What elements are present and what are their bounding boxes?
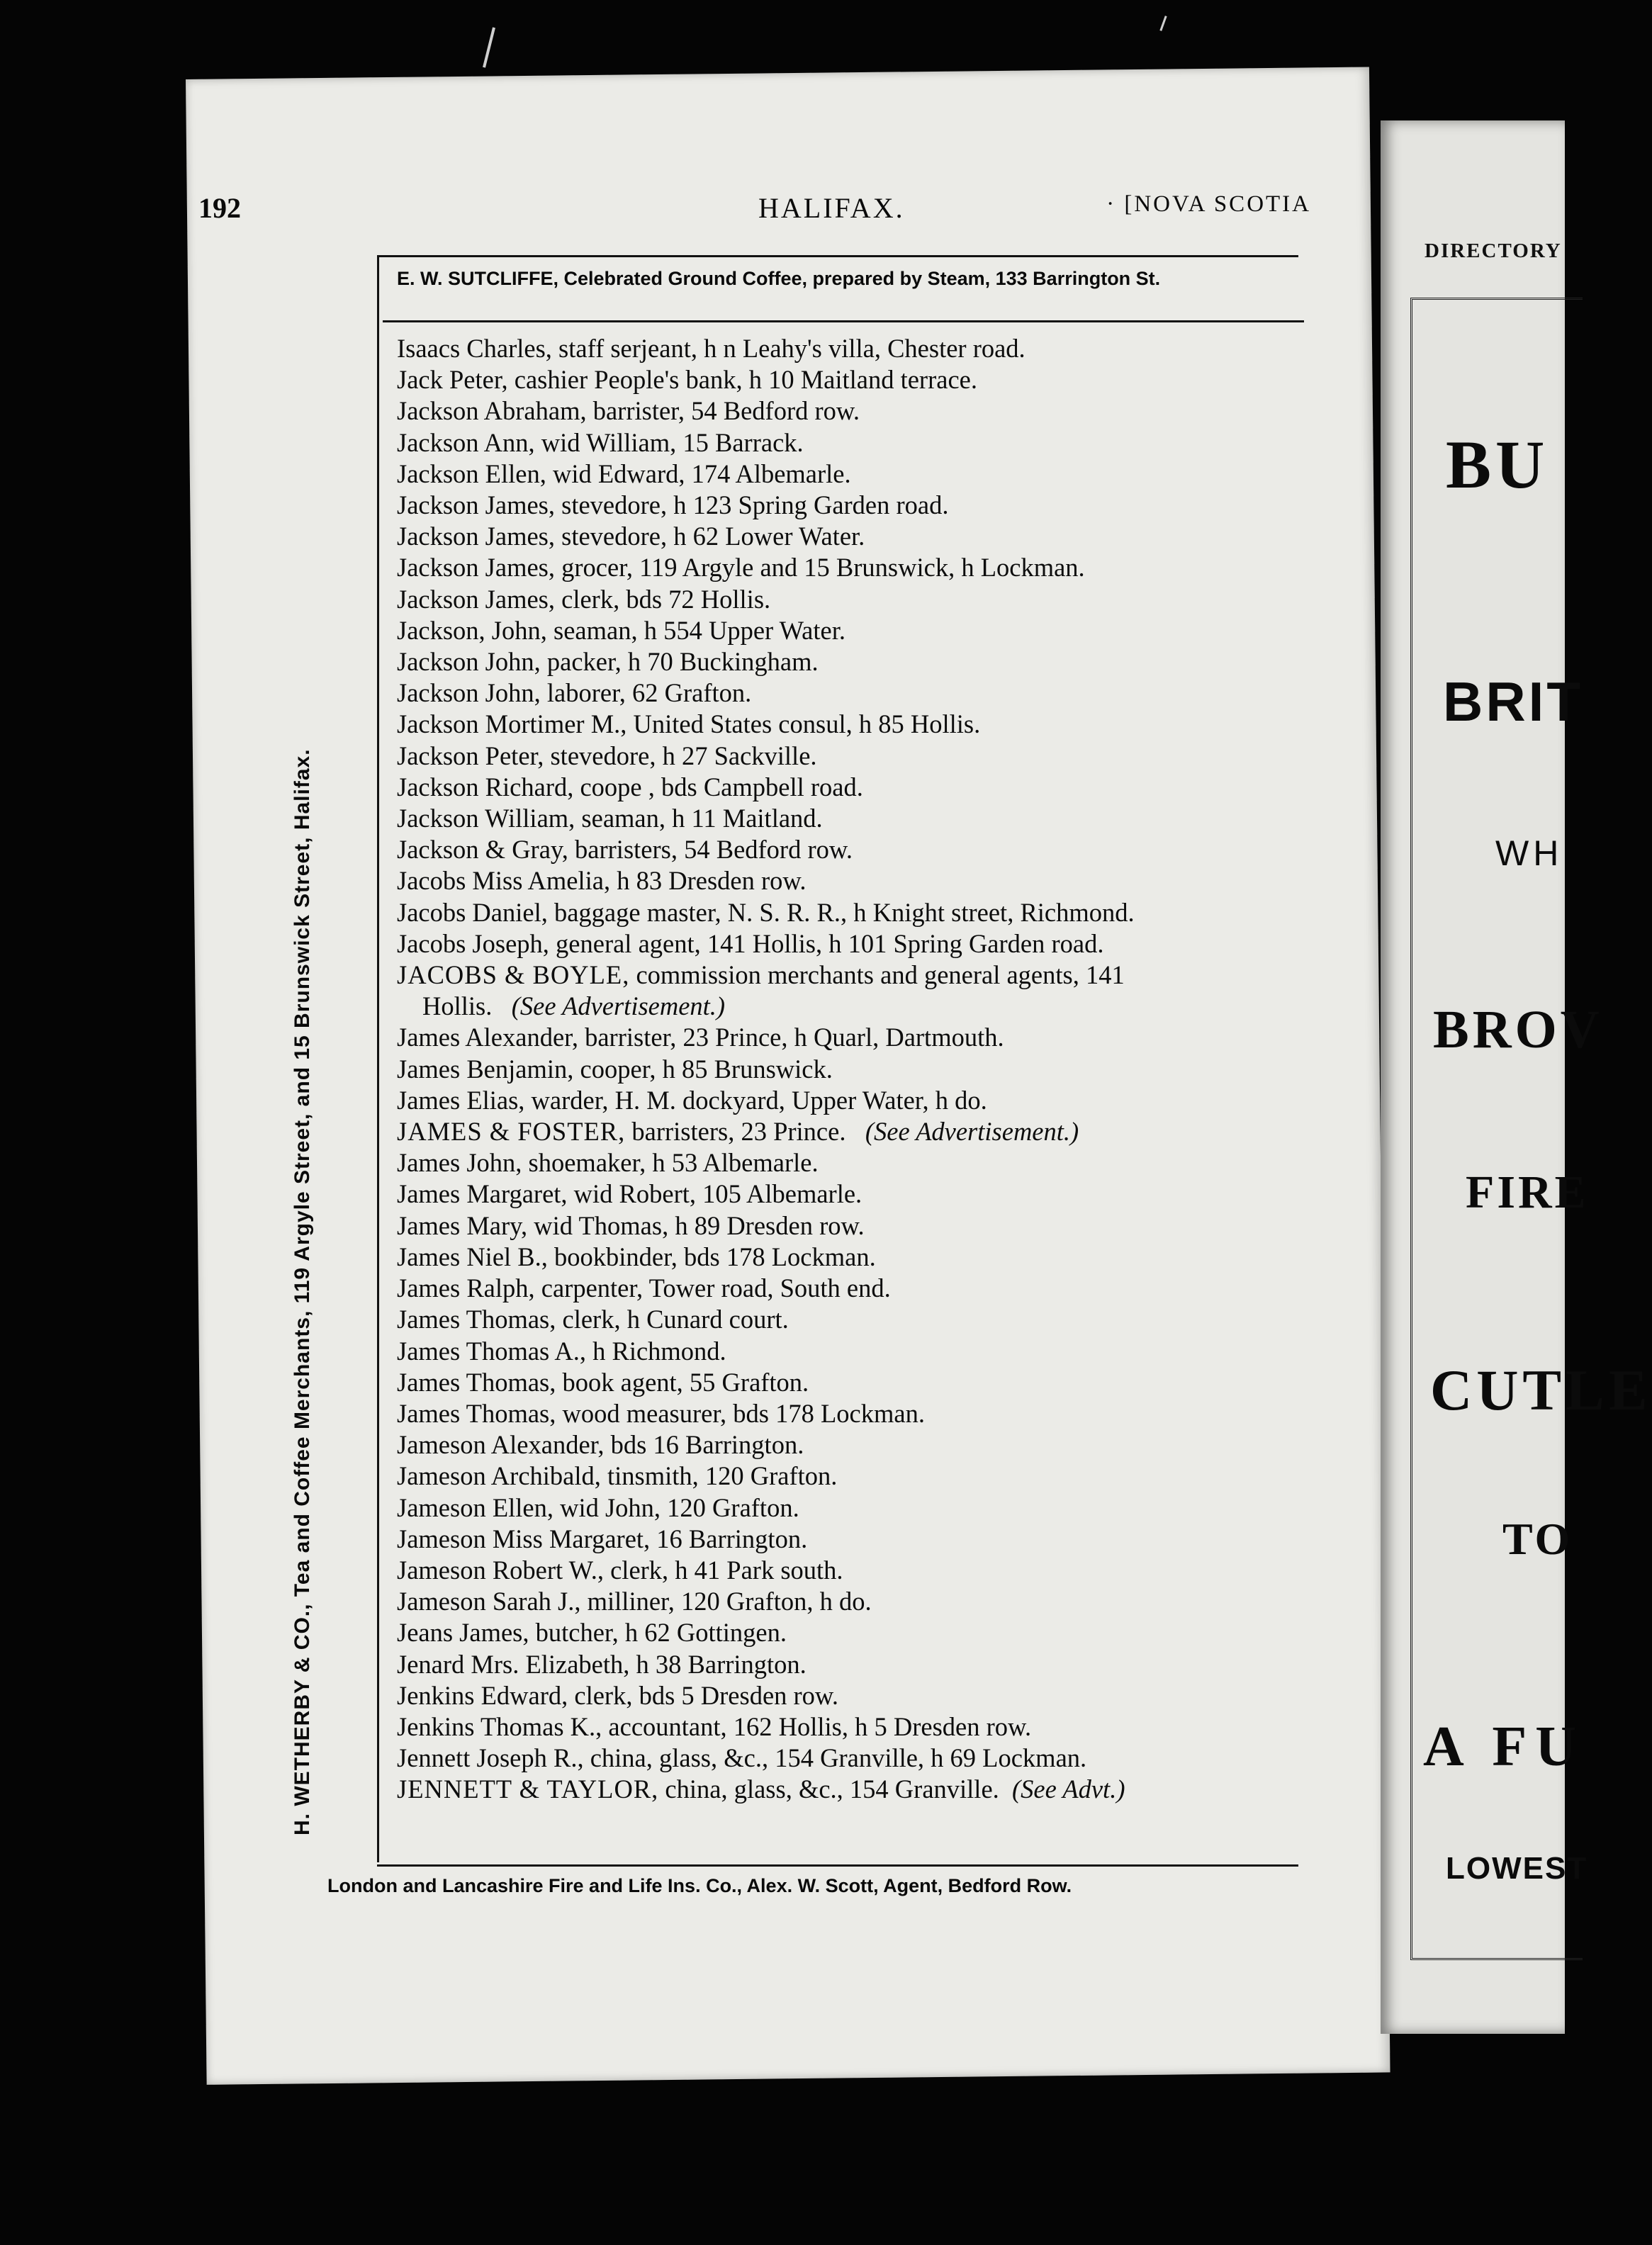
list-item: Jenard Mrs. Elizabeth, h 38 Barrington. [397, 1649, 807, 1679]
list-item: James Margaret, wid Robert, 105 Albemarle. [397, 1179, 862, 1209]
list-item: James John, shoemaker, h 53 Albemarle. [397, 1148, 819, 1178]
list-item: Jenkins Thomas K., accountant, 162 Hollis, h 5 Dresden row. [397, 1711, 1032, 1741]
list-item: Jackson Richard, coope , bds Campbell road. [397, 772, 863, 801]
list-item: Jameson Ellen, wid John, 120 Grafton. [397, 1492, 799, 1522]
firm-description: commission merchants and general agents, 141 [629, 960, 1125, 990]
firm-name: JAMES & FOSTER, [397, 1117, 626, 1147]
list-item: Isaacs Charles, staff serjeant, h n Leahy's villa, Chester road. [397, 334, 1026, 363]
frame-rule [377, 255, 379, 1862]
firm-entry-continuation [397, 991, 1332, 1022]
list-item: James Mary, wid Thomas, h 89 Dresden row. [397, 1210, 865, 1240]
list-item: Jacobs Daniel, baggage master, N. S. R. R., h Knight street, Richmond. [397, 897, 1135, 927]
list-item: James Thomas A., h Richmond. [397, 1336, 726, 1366]
list-item: Jameson Miss Margaret, 16 Barrington. [397, 1524, 808, 1553]
list-item: Jackson Abraham, barrister, 54 Bedford row. [397, 396, 860, 426]
list-item: Jeans James, butcher, h 62 Gottingen. [397, 1618, 787, 1648]
advertisement-reference: (See Advertisement.) [511, 991, 726, 1021]
facing-page-frame [1410, 298, 1583, 1960]
bottom-advert-banner: London and Lancashire Fire and Life Ins. Co., Alex. W. Scott, Agent, Bedford Row. [327, 1875, 1072, 1896]
list-item: James Elias, warder, H. M. dockyard, Upper Water, h do. [397, 1085, 987, 1115]
list-item: James Benjamin, cooper, h 85 Brunswick. [397, 1054, 833, 1084]
list-item: Jackson James, stevedore, h 123 Spring Garden road. [397, 490, 949, 520]
province-heading: · [NOVA SCOTIA [1106, 191, 1311, 217]
list-item: Jackson Ann, wid William, 15 Barrack. [397, 427, 804, 457]
firm-name: JACOBS & BOYLE, [397, 960, 630, 990]
list-item: James Niel B., bookbinder, bds 178 Lockman. [397, 1242, 876, 1271]
running-head [198, 191, 1311, 234]
list-item: Jacobs Joseph, general agent, 141 Hollis, h 101 Spring Garden road. [397, 928, 1104, 958]
list-item: Jackson John, laborer, 62 Grafton. [397, 678, 752, 708]
firm-description: barristers, 23 Prince. [625, 1117, 846, 1147]
list-item: Jackson William, seaman, h 11 Maitland. [397, 804, 823, 833]
list-item: James Thomas, wood measurer, bds 178 Lockman. [397, 1398, 925, 1428]
facing-advert-word: A FU [1423, 1716, 1585, 1778]
advertisement-reference: (See Advt.) [1012, 1774, 1125, 1804]
facing-advert-word: WH [1495, 833, 1563, 873]
facing-advert-word: BRIT [1443, 670, 1583, 733]
facing-advert-word: BROV [1433, 1000, 1603, 1059]
facing-advert-word: CUTLE [1430, 1358, 1652, 1422]
pen-mark [483, 27, 495, 67]
city-heading: HALIFAX. [758, 192, 905, 224]
facing-page-header: DIRECTORY [1425, 240, 1562, 262]
list-item: Jackson Mortimer M., United States consul, h 85 Hollis. [397, 709, 981, 739]
list-item: James Ralph, carpenter, Tower road, South end. [397, 1273, 891, 1303]
list-item: Jameson Robert W., clerk, h 41 Park south. [397, 1555, 843, 1585]
list-item: Jackson & Gray, barristers, 54 Bedford row. [397, 835, 853, 865]
divider [383, 320, 1304, 322]
pen-mark [1159, 16, 1167, 31]
list-item: Jameson Archibald, tinsmith, 120 Grafton. [397, 1461, 838, 1491]
list-item: Jackson James, grocer, 119 Argyle and 15 Brunswick, h Lockman. [397, 553, 1085, 583]
list-item: Jackson James, stevedore, h 62 Lower Water. [397, 522, 865, 551]
list-item: Jack Peter, cashier People's bank, h 10 Maitland terrace. [397, 365, 977, 395]
firm-entry [397, 1774, 1332, 1805]
list-item: Jackson Ellen, wid Edward, 174 Albemarle. [397, 458, 851, 488]
advertisement-reference: (See Advertisement.) [865, 1117, 1079, 1147]
firm-entry [397, 1116, 1332, 1147]
side-advert-banner: H. WETHERBY & CO., Tea and Coffee Merchants, 119 Argyle Street, and 15 Brunswick Street, Halifax. [291, 748, 314, 1835]
facing-advert-word: BU [1446, 427, 1549, 502]
facing-advert-word: LOWEST [1446, 1851, 1588, 1886]
firm-description: china, glass, &c., 154 Granville. [658, 1774, 999, 1804]
list-item: Jameson Sarah J., milliner, 120 Grafton, h do. [397, 1587, 872, 1616]
directory-entries [397, 333, 1332, 1806]
list-item: Jackson John, packer, h 70 Buckingham. [397, 647, 819, 677]
top-advert-banner: E. W. SUTCLIFFE, Celebrated Ground Coffee, prepared by Steam, 133 Barrington St. [397, 268, 1161, 289]
firm-name: JENNETT & TAYLOR, [397, 1774, 659, 1804]
facing-advert-word: FIRE [1466, 1166, 1589, 1218]
list-item: Jameson Alexander, bds 16 Barrington. [397, 1430, 804, 1460]
list-item: Jackson James, clerk, bds 72 Hollis. [397, 584, 771, 614]
list-item: Jenkins Edward, clerk, bds 5 Dresden row. [397, 1680, 839, 1710]
list-item: James Alexander, barrister, 23 Prince, h Quarl, Dartmouth. [397, 1023, 1004, 1052]
list-item: Jackson Peter, stevedore, h 27 Sackville. [397, 741, 817, 770]
list-item: James Thomas, clerk, h Cunard court. [397, 1305, 789, 1334]
facing-advert-word: TO [1502, 1514, 1573, 1564]
firm-entry [397, 960, 1332, 991]
list-item: Jennett Joseph R., china, glass, &c., 154 Granville, h 69 Lockman. [397, 1743, 1087, 1773]
list-item: Jacobs Miss Amelia, h 83 Dresden row. [397, 866, 807, 896]
firm-address: Hollis. [422, 991, 493, 1021]
list-item: James Thomas, book agent, 55 Grafton. [397, 1367, 809, 1397]
list-item: Jackson, John, seaman, h 554 Upper Water. [397, 615, 845, 645]
page-number: 192 [198, 192, 241, 224]
